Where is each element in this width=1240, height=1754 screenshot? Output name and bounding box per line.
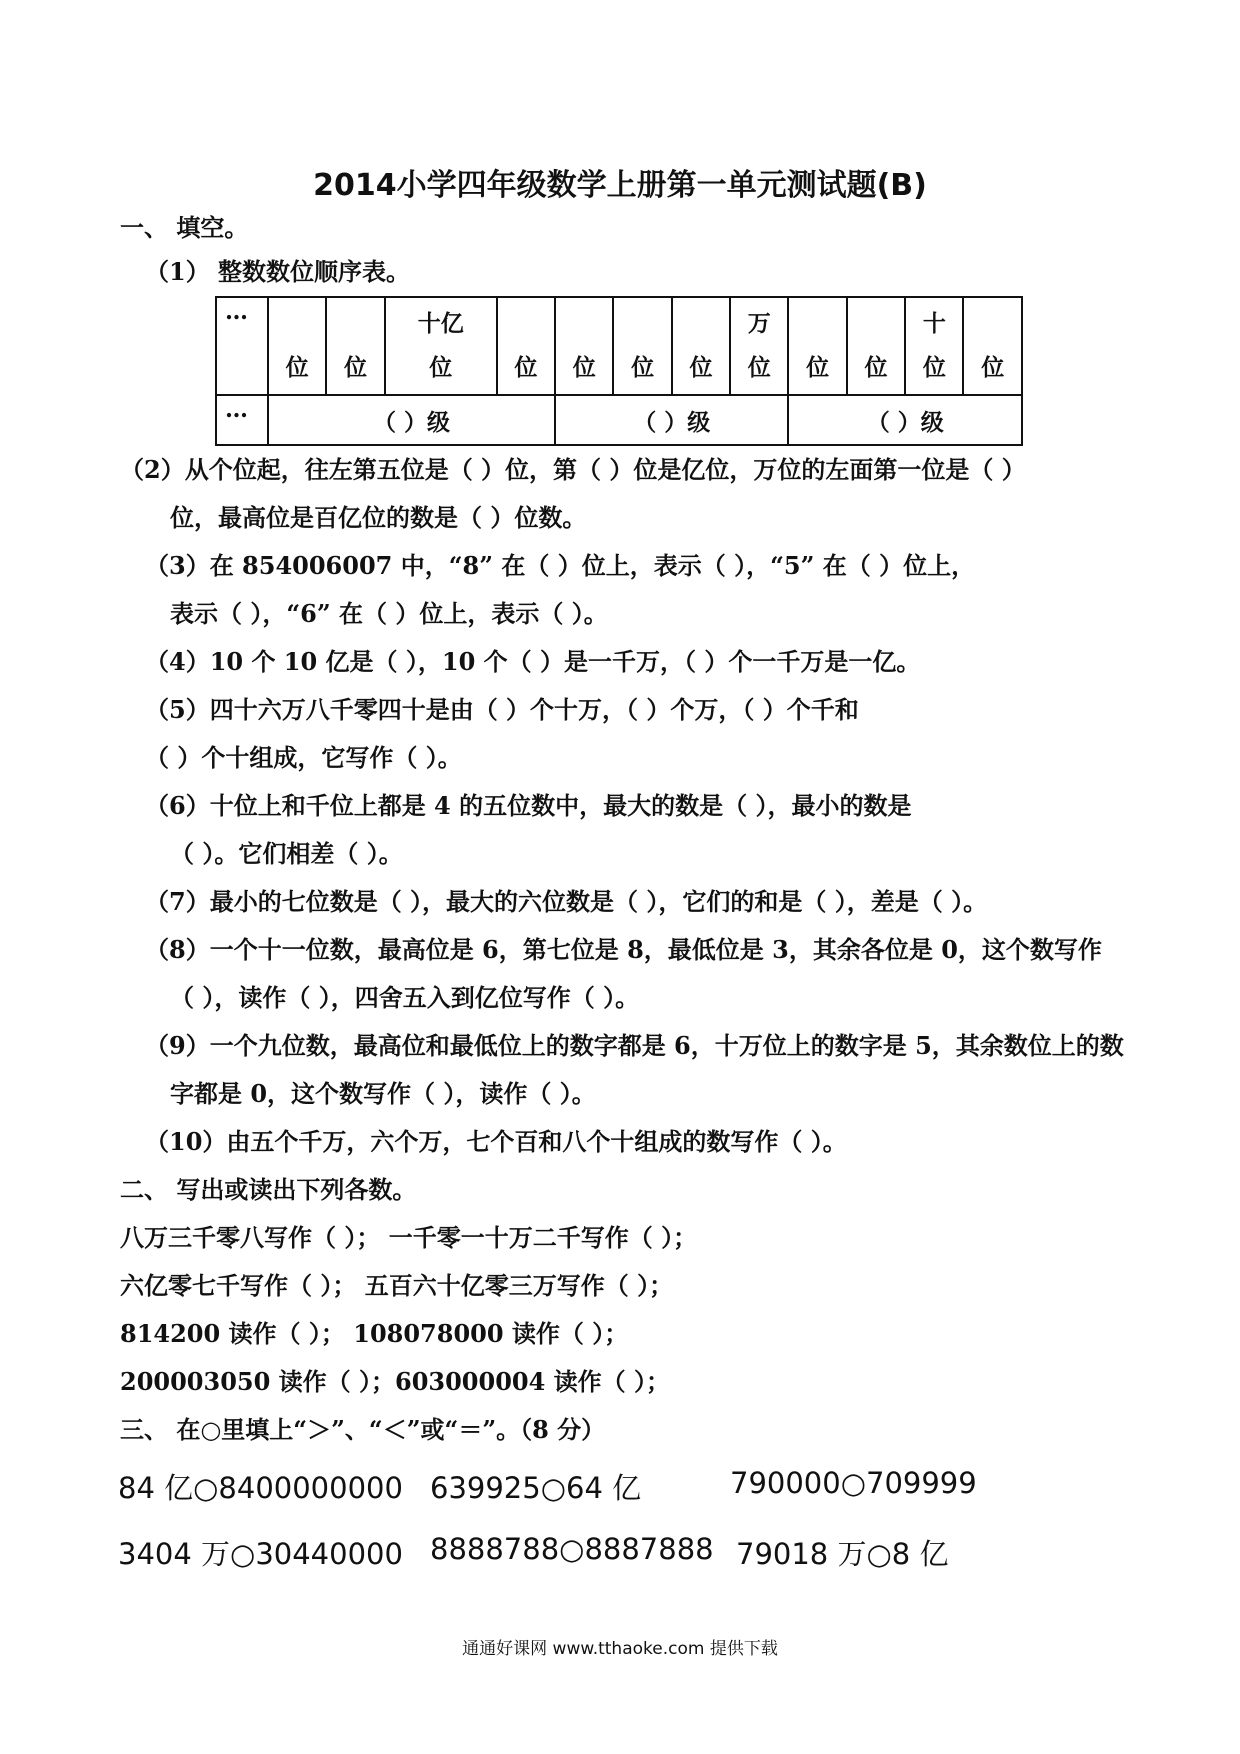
- question-8-line1: （8）一个十一位数，最高位是 6，第七位是 8，最低位是 3，其余各位是 0，这个数写作: [145, 935, 1102, 964]
- section2-row: 八万三千零八写作（ ）； 一千零一十万二千写作（ ）；: [120, 1223, 698, 1252]
- place-value-table: [215, 296, 1023, 446]
- compare-item: 639925○64 亿: [430, 1471, 642, 1505]
- table-cell: 万 位: [730, 297, 788, 395]
- table-cell: 位: [555, 297, 613, 395]
- question-6-line2: （ ）。它们相差（ ）。: [170, 839, 403, 868]
- table-level-cell: （ ）级: [555, 395, 788, 445]
- question-4: （4）10 个 10 亿是（ ），10 个（ ）是一千万，（ ）个一千万是一亿。: [145, 647, 921, 676]
- question-9-line2: 字都是 0，这个数写作（ ），读作（ ）。: [170, 1079, 596, 1108]
- section2-heading: 二、 写出或读出下列各数。: [120, 1175, 417, 1204]
- question-3-line1: （3）在 854006007 中，“8” 在（ ）位上，表示（ ），“5” 在（ ）位上，: [145, 551, 976, 580]
- question-2-line2: 位，最高位是百亿位的数是（ ）位数。: [170, 503, 587, 532]
- table-cell: 位: [847, 297, 905, 395]
- question-3-line2: 表示（ ），“6” 在（ ）位上，表示（ ）。: [170, 599, 608, 628]
- page-title: 2014小学四年级数学上册第一单元测试题(B): [313, 168, 927, 203]
- section3-heading: 三、 在○里填上“＞”、“＜”或“＝”。（8 分）: [120, 1415, 606, 1444]
- question-10: （10）由五个千万，六个万，七个百和八个十组成的数写作（ ）。: [145, 1127, 847, 1156]
- compare-item: 79018 万○8 亿: [736, 1537, 949, 1571]
- table-cell: 位: [268, 297, 326, 395]
- table-cell: 位: [613, 297, 671, 395]
- question-5-line2: （ ）个十组成，它写作（ ）。: [145, 743, 462, 772]
- table-level-cell: （ ）级: [268, 395, 555, 445]
- table-cell: 十亿 位: [385, 297, 497, 395]
- table-ellipsis-bottom: …: [216, 395, 268, 445]
- table-ellipsis-top: …: [216, 297, 268, 395]
- question-7: （7）最小的七位数是（ ），最大的六位数是（ ），它们的和是（ ），差是（ ）。: [145, 887, 988, 916]
- table-cell: 位: [963, 297, 1022, 395]
- compare-item: 790000○709999: [730, 1466, 977, 1500]
- table-cell: 位: [497, 297, 555, 395]
- question-6-line1: （6）十位上和千位上都是 4 的五位数中，最大的数是（ ），最小的数是: [145, 791, 912, 820]
- table-cell: 位: [672, 297, 730, 395]
- section1-heading: 一、 填空。: [120, 213, 249, 242]
- section2-row: 200003050 读作（ ）；603000004 读作（ ）；: [120, 1367, 671, 1396]
- table-cell: 位: [788, 297, 846, 395]
- question-1: （1） 整数数位顺序表。: [145, 257, 411, 286]
- section2-row: 814200 读作（ ）； 108078000 读作（ ）；: [120, 1319, 629, 1348]
- question-8-line2: （ ），读作（ ），四舍五入到亿位写作（ ）。: [170, 983, 640, 1012]
- compare-item: 8888788○8887888: [430, 1532, 714, 1566]
- footer-source: 通通好课网 www.tthaoke.com 提供下载: [462, 1639, 778, 1659]
- question-5-line1: （5）四十六万八千零四十是由（ ）个十万，（ ）个万，（ ）个千和: [145, 695, 859, 724]
- section2-row: 六亿零七千写作（ ）； 五百六十亿零三万写作（ ）；: [120, 1271, 674, 1300]
- question-2-line1: （2）从个位起，往左第五位是（ ）位，第（ ）位是亿位，万位的左面第一位是（ ）: [120, 455, 1026, 484]
- table-level-cell: （ ）级: [788, 395, 1022, 445]
- compare-item: 3404 万○30440000: [118, 1537, 403, 1571]
- question-9-line1: （9）一个九位数，最高位和最低位上的数字都是 6，十万位上的数字是 5，其余数位上的数: [145, 1031, 1124, 1060]
- table-cell: 十 位: [905, 297, 963, 395]
- table-cell: 位: [326, 297, 384, 395]
- compare-item: 84 亿○8400000000: [118, 1471, 403, 1505]
